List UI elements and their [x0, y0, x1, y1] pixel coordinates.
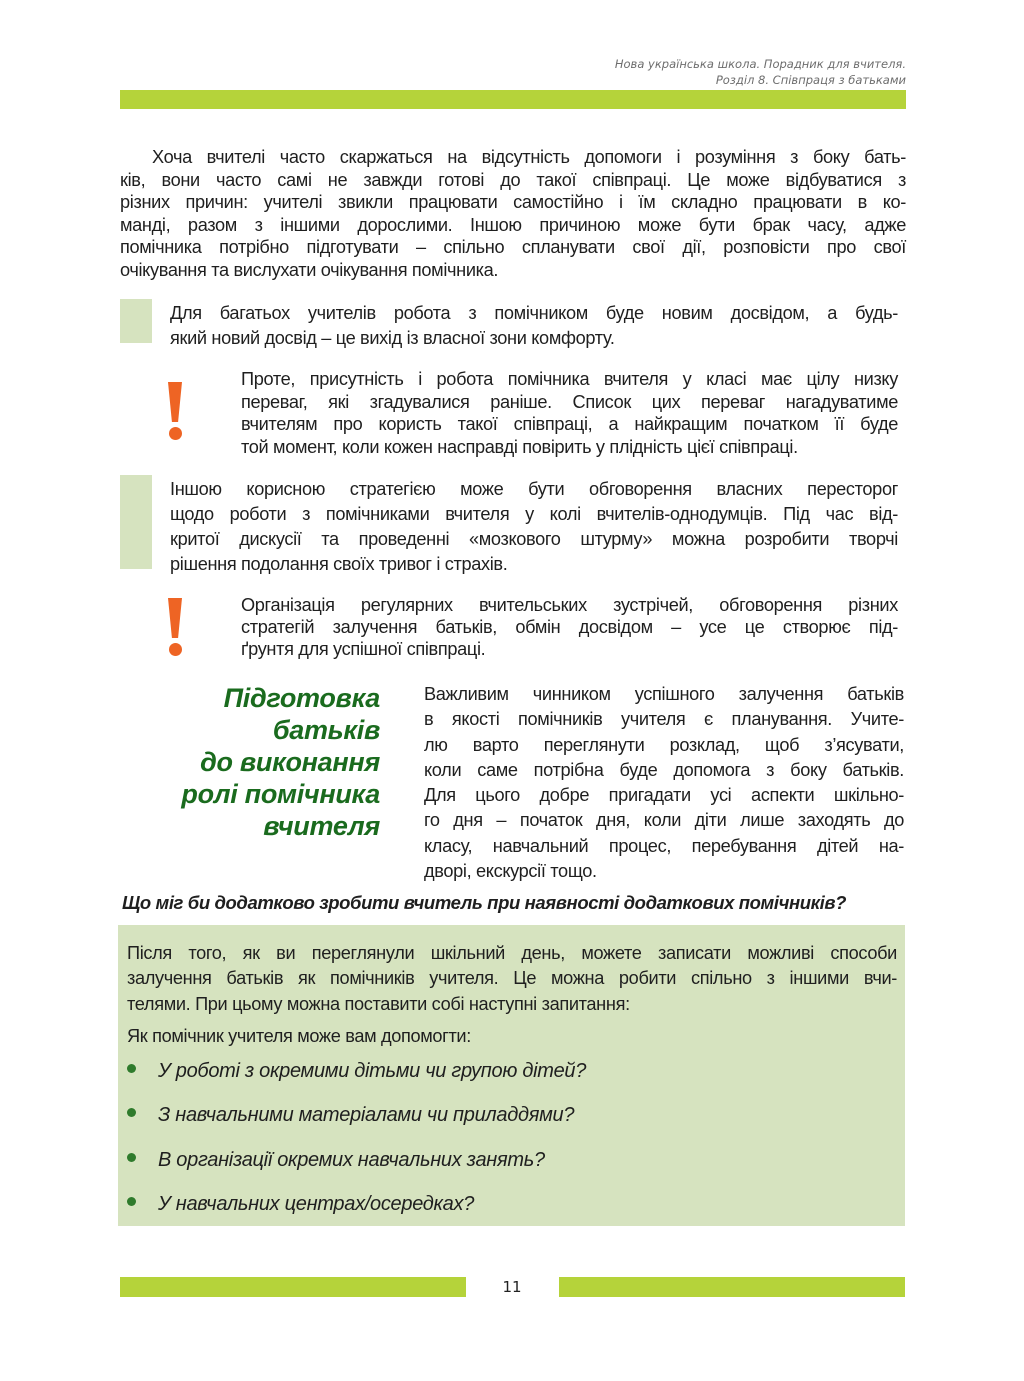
text-line: Для багатьох учителів робота з помічником буде новим досвідом, а будь- — [170, 303, 898, 323]
box-intro — [127, 941, 897, 1017]
text-line: помічника потрібно підготувати – спільно спланувати свої дії, розповісти про свої — [120, 237, 906, 258]
text-line: манді, разом з іншими дорослими. Іншою причиною може бути брак часу, адже — [120, 214, 906, 235]
heading-line: до виконання — [200, 747, 380, 777]
text-line: в якості помічників учителя є планування. Учите- — [424, 709, 904, 730]
text-line: рішення подолання своїх тривог і страхів. — [170, 554, 508, 574]
note-paragraph-1 — [170, 301, 898, 351]
header-chapter-title: Розділ 8. Співпраця з батьками — [715, 73, 906, 87]
exclamation-icon — [166, 598, 186, 658]
text-line: класу, навчальний процес, перебування дітей на- — [424, 835, 904, 856]
text-line: го дня – початок дня, коли діти лише заходять до — [424, 810, 904, 831]
page-number: 11 — [502, 1278, 522, 1296]
header-accent-bar — [120, 90, 906, 109]
text-line: переваг, які згадувалися раніше. Список цих переваг нагадуватиме — [241, 391, 898, 412]
exclamation-icon — [166, 382, 186, 442]
bullet-icon — [127, 1064, 136, 1073]
text-line: вчителям про користь такої співпраці, а найкращим початком її буде — [241, 414, 898, 435]
bullet-icon — [127, 1153, 136, 1162]
text-line: Іншою корисною стратегією може бути обговорення власних пересторог — [170, 479, 898, 499]
running-header — [615, 56, 906, 88]
text-line: критої дискусії та проведенні «мозкового штурму» можна розробити творчі — [170, 529, 898, 549]
warning-paragraph-2 — [241, 594, 898, 660]
text-line: щодо роботи з помічниками вчителя у колі вчителів-однодумців. Під час від- — [170, 504, 898, 524]
text-line: ків, вони часто самі не завжди готові до такої співпраці. Це може відбуватися з — [120, 169, 906, 190]
text-line: телями. При цьому можна поставити собі наступні запитання: — [127, 993, 630, 1014]
question-heading: Що міг би додатково зробити вчитель при наявності додаткових помічників? — [122, 892, 847, 913]
text-line: Після того, як ви переглянули шкільний день, можете записати можливі способи — [127, 943, 897, 963]
section-heading — [140, 682, 380, 842]
heading-line: батьків — [272, 715, 380, 745]
text-line: Важливим чинником успішного залучення батьків — [424, 684, 904, 704]
text-line: коли саме потрібна буде допомога з боку батьків. — [424, 759, 904, 780]
list-item-text: У навчальних центрах/осередках? — [158, 1193, 475, 1215]
box-lead: Як помічник учителя може вам допомогти: — [127, 1026, 471, 1046]
heading-line: вчителя — [263, 811, 380, 841]
text-line: стратегій залучення батьків, обмін досвідом – усе це створює під- — [241, 617, 898, 637]
text-line: різних причин: учителі звикли працювати самостійно і їм складно працювати в ко- — [120, 192, 906, 213]
list-item-text: З навчальними матеріалами чи приладдями? — [158, 1104, 575, 1126]
list-item — [127, 1149, 545, 1172]
list-item — [127, 1060, 586, 1083]
bullet-icon — [127, 1108, 136, 1117]
header-book-title: Нова українська школа. Порадник для вчителя. — [614, 57, 906, 71]
list-item-text: У роботі з окремими дітьми чи групою дітей? — [158, 1060, 587, 1082]
footer-bar-right — [559, 1277, 905, 1297]
list-item — [127, 1104, 574, 1127]
list-item — [127, 1193, 474, 1216]
text-line: ґрунтя для успішної співпраці. — [241, 639, 486, 659]
text-line: який новий досвід – це вихід із власної зони комфорту. — [170, 328, 615, 348]
heading-line: Підготовка — [223, 683, 380, 713]
heading-line: ролі помічника — [181, 779, 380, 809]
note-marker-block — [120, 475, 152, 569]
note-paragraph-2 — [170, 477, 898, 577]
text-line: Хоча вчителі часто скаржаться на відсутність допомоги і розуміння з боку бать- — [152, 147, 906, 167]
text-line: залучення батьків як помічників учителя. Це можна робити спільно з іншими вчи- — [127, 968, 897, 989]
text-line: Проте, присутність і робота помічника вчителя у класі має цілу низку — [241, 369, 898, 389]
intro-paragraph — [120, 146, 906, 282]
text-line: той момент, коли кожен насправді повірить у плідність цієї співпраці. — [241, 437, 798, 458]
warning-paragraph-1 — [241, 368, 898, 459]
text-line: дворі, екскурсії тощо. — [424, 861, 597, 882]
text-line: Організація регулярних вчительських зустрічей, обговорення різних — [241, 595, 898, 615]
list-item-text: В організації окремих навчальних занять? — [158, 1149, 545, 1171]
note-marker-block — [120, 299, 152, 343]
text-line: лю варто переглянути розклад, щоб з’ясувати, — [424, 734, 904, 755]
section-body — [424, 682, 904, 884]
footer-bar-left — [120, 1277, 466, 1297]
text-line: очікування та вислухати очікування помічника. — [120, 259, 499, 280]
bullet-icon — [127, 1197, 136, 1206]
text-line: Для цього добре пригадати усі аспекти шкільно- — [424, 785, 904, 806]
